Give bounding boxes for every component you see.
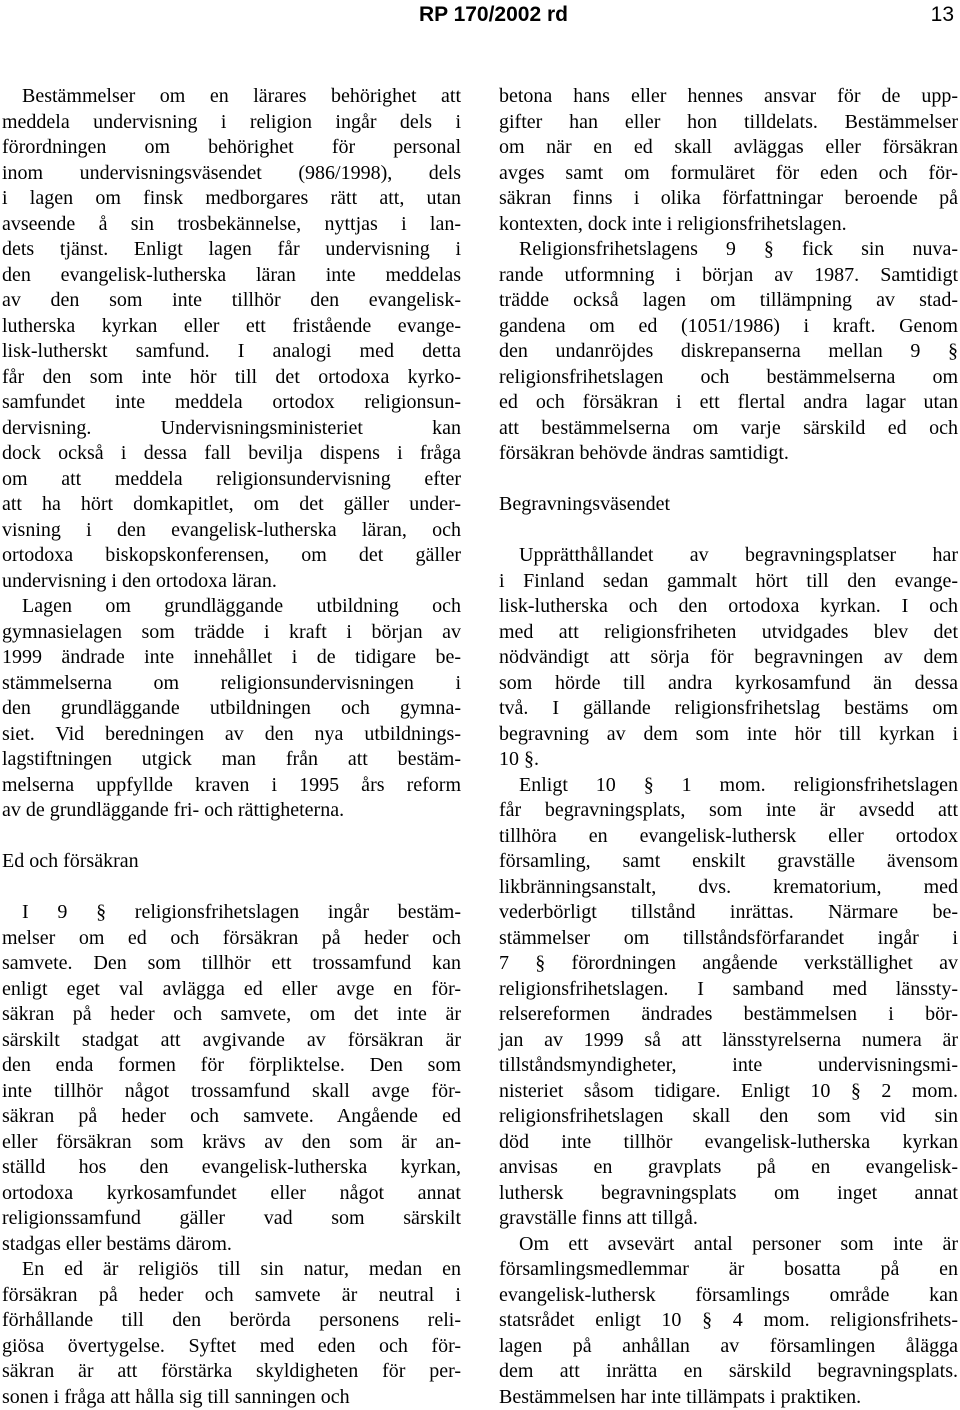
text-line: förhållande till den berörda personens reli- xyxy=(2,1308,461,1334)
text-line: att ha hört domkapitlet, om det gäller under- xyxy=(2,492,461,518)
text-line: undervisning i den ortodoxa läran. xyxy=(2,569,461,595)
text-line: med att religionsfriheten utvidgades blev det xyxy=(499,620,958,646)
text-line: förordningen om behörighet för personal xyxy=(2,135,461,161)
text-line: meddela undervisning i religion ingår dels i xyxy=(2,110,461,136)
text-line: begravning av dem som inte hör till kyrkan i xyxy=(499,722,958,748)
text-line: trädde också lagen om tillämpning av stad- xyxy=(499,288,958,314)
text-line: jan av 1999 så att länsstyrelserna numera är xyxy=(499,1028,958,1054)
text-line: nisteriet såsom tidigare. Enligt 10 § 2 mom. xyxy=(499,1079,958,1105)
text-line: samvete. Den som tillhör ett trossamfund kan xyxy=(2,951,461,977)
text-line: nödvändigt att sörja för begravningen av dem xyxy=(499,645,958,671)
text-line: tillståndsmyndigheter, inte undervisningsmi- xyxy=(499,1053,958,1079)
text-line: visning i den evangelisk-lutherska läran, och xyxy=(2,518,461,544)
text-line: siet. Vid beredningen av den nya utbildnings- xyxy=(2,722,461,748)
text-line: dets tjänst. Enligt lagen får undervisning i xyxy=(2,237,461,263)
text-line: tillhöra en evangelisk-luthersk eller ortodox xyxy=(499,824,958,850)
text-line: församlingsmedlemmar är bosatta på en xyxy=(499,1257,958,1283)
paragraph xyxy=(499,773,958,1232)
section-spacer xyxy=(499,518,958,544)
paragraph xyxy=(2,900,461,1257)
text-line: kontexten, dock inte i religionsfrihetslagen. xyxy=(499,212,958,238)
text-line: likbränningsanstalt, dvs. krematorium, med xyxy=(499,875,958,901)
text-line: Bestämmelser om en lärares behörighet att xyxy=(2,84,461,110)
text-line: säkran är att förstärka skyldigheten för per- xyxy=(2,1359,461,1385)
text-line: gravställe finns att tillgå. xyxy=(499,1206,958,1232)
text-line: religionssamfund gäller vad som särskilt xyxy=(2,1206,461,1232)
text-line: avges samt om formuläret för eden och för- xyxy=(499,161,958,187)
text-line: död inte tillhör evangelisk-lutherska kyrkan xyxy=(499,1130,958,1156)
text-line: lagen på anhållan av församlingen ålägga xyxy=(499,1334,958,1360)
text-line: religionsfrihetslagen skall den som vid sin xyxy=(499,1104,958,1130)
text-line: säkran finns i olika författningar beroende på xyxy=(499,186,958,212)
text-line: den undanröjdes diskrepanserna mellan 9 § xyxy=(499,339,958,365)
text-line: sonen i fråga att hålla sig till sanningen och xyxy=(2,1385,461,1410)
text-line: församling, samt enskilt gravställe ävensom xyxy=(499,849,958,875)
text-line: religionsfrihetslagen och bestämmelserna om xyxy=(499,365,958,391)
text-line: ed och försäkran i ett flertal andra lagar utan xyxy=(499,390,958,416)
text-line: i Finland sedan gammalt hört till den evange- xyxy=(499,569,958,595)
text-line: ortodoxa kyrkosamfundet eller något annat xyxy=(2,1181,461,1207)
text-line: avseende å sin trosbekännelse, nyttjas i lan- xyxy=(2,212,461,238)
left-column xyxy=(2,84,461,1410)
text-line: två. I gällande religionsfrihetslag bestäms om xyxy=(499,696,958,722)
text-line: stadgas eller bestäms därom. xyxy=(2,1232,461,1258)
paragraph xyxy=(2,84,461,594)
text-line: den grundläggande utbildningen och gymna- xyxy=(2,696,461,722)
text-line: dem att inrätta en särskild begravningsplats. xyxy=(499,1359,958,1385)
text-line: Bestämmelsen har inte tillämpats i praktiken. xyxy=(499,1385,958,1410)
text-line: gymnasielagen som trädde i kraft i början av xyxy=(2,620,461,646)
text-line: den evangelisk-lutherska läran inte meddelas xyxy=(2,263,461,289)
text-line: lisk-lutherskt samfund. I analogi med detta xyxy=(2,339,461,365)
text-line: giösa övertygelse. Syftet med eden och för- xyxy=(2,1334,461,1360)
text-line: stämmelser om tillståndsförfarandet ingår i xyxy=(499,926,958,952)
text-line: Enligt 10 § 1 mom. religionsfrihetslagen xyxy=(499,773,958,799)
text-line: säkran på heder och samvete. Angående ed xyxy=(2,1104,461,1130)
text-line: försäkran på heder och samvete är neutral i xyxy=(2,1283,461,1309)
text-line: 7 § förordningen angående verkställighet av xyxy=(499,951,958,977)
text-line: stämmelserna om religionsundervisningen i xyxy=(2,671,461,697)
section-spacer xyxy=(2,875,461,901)
paragraph xyxy=(499,543,958,773)
page-header xyxy=(0,0,960,32)
text-line: vederbörligt tillstånd inrättas. Närmare be- xyxy=(499,900,958,926)
text-line: religionsfrihetslagen. I samband med länssty- xyxy=(499,977,958,1003)
text-line: Om ett avsevärt antal personer som inte är xyxy=(499,1232,958,1258)
text-line: inom undervisningsväsendet (986/1998), dels xyxy=(2,161,461,187)
text-line: 10 §. xyxy=(499,747,958,773)
text-line: rande utformning i början av 1987. Samtidigt xyxy=(499,263,958,289)
section-spacer xyxy=(2,824,461,850)
text-line: om att meddela religionsundervisning efter xyxy=(2,467,461,493)
section-heading: Ed och försäkran xyxy=(2,849,461,875)
text-line: eller försäkran som krävs av den som är an- xyxy=(2,1130,461,1156)
text-line: Religionsfrihetslagens 9 § fick sin nuva- xyxy=(499,237,958,263)
section-heading: Begravningsväsendet xyxy=(499,492,958,518)
paragraph xyxy=(2,1257,461,1410)
paragraph xyxy=(2,594,461,824)
text-line: att bestämmelserna om varje särskild ed och xyxy=(499,416,958,442)
text-line: statsrådet enligt 10 § 4 mom. religionsfrihets- xyxy=(499,1308,958,1334)
text-line: melser om ed och försäkran på heder och xyxy=(2,926,461,952)
text-line: gifter han eller hon tilldelats. Bestämmelser xyxy=(499,110,958,136)
text-line: anvisas en gravplats på en evangelisk- xyxy=(499,1155,958,1181)
text-line: lisk-lutherska och den ortodoxa kyrkan. I och xyxy=(499,594,958,620)
text-line: melserna uppfyllde kraven i 1995 års reform xyxy=(2,773,461,799)
text-line: i lagen om finsk medborgares rätt att, utan xyxy=(2,186,461,212)
paragraph xyxy=(499,84,958,237)
text-line: gandena om ed (1051/1986) i kraft. Genom xyxy=(499,314,958,340)
paragraph xyxy=(499,1232,958,1410)
text-line: betona hans eller hennes ansvar för de upp- xyxy=(499,84,958,110)
text-line: om när en ed skall avläggas eller försäkran xyxy=(499,135,958,161)
text-line: av den som inte tillhör den evangelisk- xyxy=(2,288,461,314)
text-line: 1999 ändrade inte innehållet i de tidigare be- xyxy=(2,645,461,671)
text-line: ställd hos den evangelisk-lutherska kyrkan, xyxy=(2,1155,461,1181)
text-line: inte tillhör något trossamfund skall avge för- xyxy=(2,1079,461,1105)
text-line: enligt eget val avlägga ed eller avge en för- xyxy=(2,977,461,1003)
text-line: får begravningsplats, som inte är avsedd att xyxy=(499,798,958,824)
text-line: ortodoxa biskopskonferensen, om det gäller xyxy=(2,543,461,569)
text-line: säkran på heder och samvete, om det inte är xyxy=(2,1002,461,1028)
paragraph xyxy=(499,237,958,467)
text-line: lutherska kyrkan eller ett fristående evange- xyxy=(2,314,461,340)
text-line: dervisning. Undervisningsministeriet kan xyxy=(2,416,461,442)
text-line: dock också i dessa fall bevilja dispens i fråga xyxy=(2,441,461,467)
text-line: Lagen om grundläggande utbildning och xyxy=(2,594,461,620)
text-line: evangelisk-luthersk församlings område kan xyxy=(499,1283,958,1309)
page-number: 13 xyxy=(931,2,954,28)
text-line: samfundet inte meddela ortodox religionsun- xyxy=(2,390,461,416)
text-line: Upprätthållandet av begravningsplatser har xyxy=(499,543,958,569)
section-spacer xyxy=(499,467,958,493)
text-line: luthersk begravningsplats om inget annat xyxy=(499,1181,958,1207)
text-line: får den som inte hör till det ortodoxa kyrko- xyxy=(2,365,461,391)
text-line: försäkran behövde ändras samtidigt. xyxy=(499,441,958,467)
text-line: av de grundläggande fri- och rättigheterna. xyxy=(2,798,461,824)
text-line: som hörde till andra kyrkosamfund än dessa xyxy=(499,671,958,697)
text-line: lagstiftningen utgick man från att bestäm- xyxy=(2,747,461,773)
text-line: den enda formen för förpliktelse. Den som xyxy=(2,1053,461,1079)
right-column xyxy=(499,84,958,1410)
text-line: särskilt stadgat att avgivande av försäkran är xyxy=(2,1028,461,1054)
text-line: I 9 § religionsfrihetslagen ingår bestäm- xyxy=(2,900,461,926)
document-id: RP 170/2002 rd xyxy=(419,2,568,28)
text-line: En ed är religiös till sin natur, medan en xyxy=(2,1257,461,1283)
text-line: relsereformen ändrades bestämmelsen i bör- xyxy=(499,1002,958,1028)
